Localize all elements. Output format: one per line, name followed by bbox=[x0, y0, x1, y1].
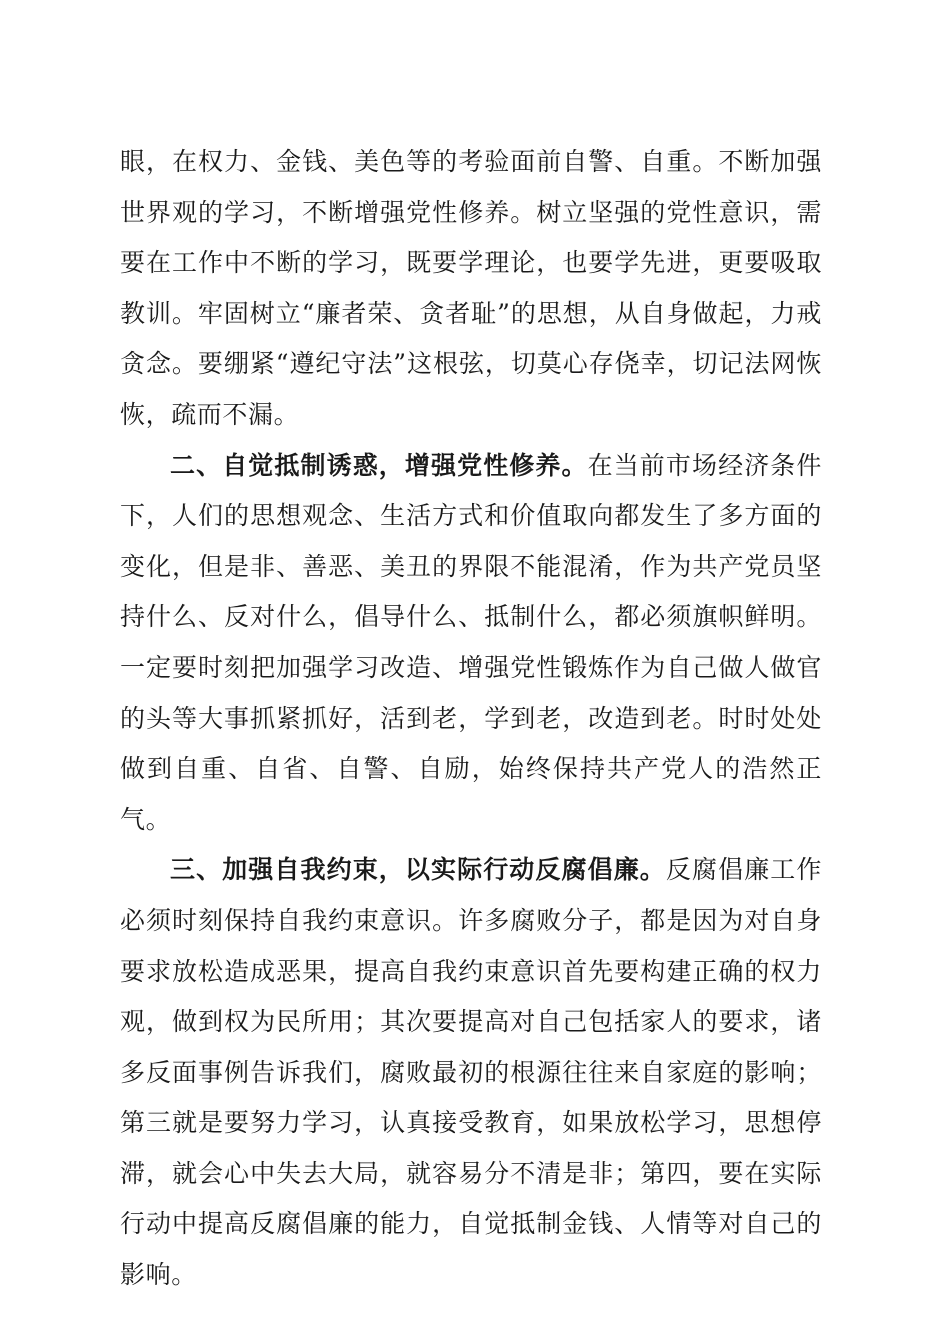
section-heading: 三、加强自我约束，以实际行动反腐倡廉。 bbox=[170, 855, 666, 885]
paragraph-continuation bbox=[120, 137, 822, 441]
paragraph-text: 在当前市场经济条件下，人们的思想观念、生活方式和价值取向都发生了多方面的变化，但是非、善恶、美丑的界限不能混淆，作为共产党员坚持什么、反对什么，倡导什么、抵制什么，都必须旗帜鲜明。一定要时刻把加强学习改造、增强党性锻炼作为自己做人做官的头等大事抓紧抓好，活到老，学到老，改造到老。时时处处做到自重、自省、自警、自励，始终保持共产党人的浩然正气。 bbox=[120, 450, 822, 834]
paragraph-section-three bbox=[120, 845, 822, 1300]
section-heading: 二、自觉抵制诱惑，增强党性修养。 bbox=[170, 450, 588, 480]
paragraph-text: 眼，在权力、金钱、美色等的考验面前自警、自重。不断加强世界观的学习，不断增强党性修养。树立坚强的党性意识，需要在工作中不断的学习，既要学理论，也要学先进，更要吸取教训。牢固树立“廉者荣、贪者耻”的思想，从自身做起，力戒贪念。要绷紧“遵纪守法”这根弦，切莫心存侥幸，切记法网恢恢，疏而不漏。 bbox=[120, 147, 822, 429]
paragraph-section-two bbox=[120, 441, 822, 846]
paragraph-text: 反腐倡廉工作必须时刻保持自我约束意识。许多腐败分子，都是因为对自身要求放松造成恶果，提高自我约束意识首先要构建正确的权力观，做到权为民所用；其次要提高对自己包括家人的要求，诸多反面事例告诉我们，腐败最初的根源往往来自家庭的影响；第三就是要努力学习，认真接受教育，如果放松学习，思想停滞，就会心中失去大局，就容易分不清是非；第四，要在实际行动中提高反腐倡廉的能力，自觉抵制金钱、人情等对自己的影响。 bbox=[120, 855, 822, 1290]
document-body bbox=[120, 137, 822, 1301]
